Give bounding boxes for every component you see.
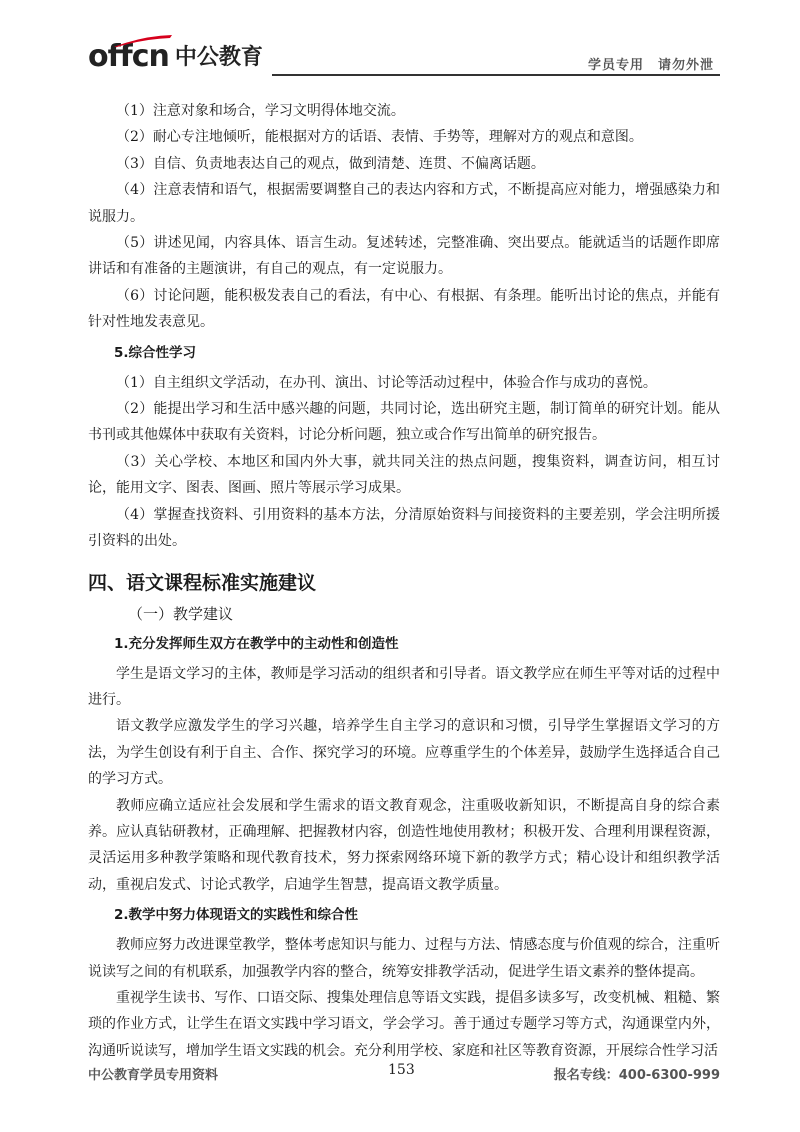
heading-comprehensive-learning: 5.综合性学习 [114,344,197,361]
header-notice [588,54,714,73]
list-item: （3）关心学校、本地区和国内外大事，就共同关注的热点问题，搜集资料，调查访问，相互讨论，能用文字、图表、图画、照片等展示学习成果。 [88,453,720,497]
list-item: （2）能提出学习和生活中感兴趣的问题，共同讨论，选出研究主题，制订简单的研究计划。能从书刊或其他媒体中获取有关资料，讨论分析问题，独立或合作写出简单的研究报告。 [88,401,720,444]
list-item: （1）注意对象和场合，学习文明得体地交流。 [116,103,405,119]
section-title: 四、语文课程标准实施建议 [88,571,317,594]
heading-teacher-student-initiative: 1.充分发挥师生双方在教学中的主动性和创造性 [114,635,399,652]
list-item: （5）讲述见闻，内容具体、语言生动。复述转述，完整准确、突出要点。能就适当的话题作即席讲话和有准备的主题演讲，有自己的观点，有一定说服力。 [88,235,720,278]
list-item: （3）自信、负责地表达自己的观点，做到清楚、连贯、不偏离话题。 [116,155,545,172]
paragraph: 教师应确立适应社会发展和学生需求的语文教育观念，注重吸收新知识，不断提高自身的综合素养。应认真钻研教材，正确理解、把握教材内容，创造性地使用教材；积极开发、合理利用课程资源，灵活运用多种教学策略和现代教育技术，努力探索网络环境下新的教学方式；精心设计和组织教学活动，重视启发式、讨论式教学，启迪学生智慧，提高语文教学质量。 [88,797,720,893]
logo-chinese-name: 中公教育 [174,45,263,70]
list-item: （1）自主组织文学活动，在办刊、演出、讨论等活动过程中，体验合作与成功的喜悦。 [116,374,657,391]
paragraph: 教师应努力改进课堂教学，整体考虑知识与能力、过程与方法、情感态度与价值观的综合，注重听说读写之间的有机联系，加强教学内容的整合，统筹安排教学活动，促进学生语文素养的整体提高。 [88,937,720,980]
list-item: （4）掌握查找资料、引用资料的基本方法，分清原始资料与间接资料的主要差别，学会注明所援引资料的出处。 [88,506,720,550]
list-item: （4）注意表情和语气，根据需要调整自己的表达内容和方式，不断提高应对能力，增强感染力和说服力。 [88,182,720,225]
page-header [88,40,720,80]
subsection-title: （一）教学建议 [128,604,234,623]
paragraph: 学生是语文学习的主体，教师是学习活动的组织者和引导者。语文教学应在师生平等对话的过程中进行。 [88,665,720,708]
heading-practice-and-integration: 2.教学中努力体现语文的实践性和综合性 [114,907,359,924]
page-footer [88,1062,720,1086]
list-item: （6）讨论问题，能积极发表自己的看法，有中心、有根据、有条理。能听出讨论的焦点，并能有针对性地发表意见。 [88,287,720,331]
footer-hotline: 报名专线：400-6300-999 [553,1068,720,1083]
page-number: 153 [388,1062,415,1078]
brand-logo [88,39,263,74]
page-content [88,98,720,1064]
footer-material-label: 中公教育学员专用资料 [88,1068,219,1083]
header-rule [272,74,720,76]
paragraph: 语文教学应激发学生的学习兴趣，培养学生自主学习的意识和习惯，引导学生掌握语文学习的方法，为学生创设有利于自主、合作、探究学习的环境。应尊重学生的个体差异，鼓励学生选择适合自己的学习方式。 [88,718,720,788]
paragraph: 重视学生读书、写作、口语交际、搜集处理信息等语文实践，提倡多读多写，改变机械、粗糙、繁琐的作业方式，让学生在语文实践中学习语文，学会学习。善于通过专题学习等方式，沟通课堂内外，沟通听说读写，增加学生语文实践的机会。充分利用学校、家庭和社区等教育资源，开展综合性学习活 [88,989,720,1059]
logo-wordmark: offcn [88,42,169,72]
list-item: （2）耐心专注地倾听，能根据对方的话语、表情、手势等，理解对方的观点和意图。 [116,129,643,146]
header-label-confidential: 请勿外泄 [657,58,714,73]
logo-swoosh-icon [112,34,174,48]
header-label-student-only: 学员专用 [587,58,644,73]
